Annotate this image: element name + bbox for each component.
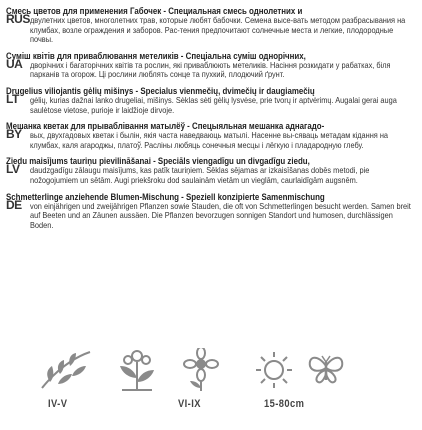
text-block-ua [6,51,414,80]
flower-bloom-icon [176,348,226,392]
block-title: Смесь цветов для применения Габочек - Специальная смесь однолетних и [6,6,303,16]
pictogram-captions [0,398,422,416]
pictogram-row [0,348,422,394]
text-block-lv [6,156,414,185]
text-block-by [6,121,414,150]
plant-height: 15-80cm [264,398,305,410]
text-block-rus [6,6,414,45]
language-code: LT [6,91,19,106]
block-text: вых, двухгадовых кветак і былін, якія часта наведваюць матылі. Насенне вы-сяваць метадам кідання на клумбах, каля агароджы, платоў. Расліны любяць сонечныя месцы і лёгкую і пладародную глебу. [30,130,389,150]
block-text: gėlių, kurias dažnai lanko drugeliai, mišinys. Sėklas sėti gėlių lysvėse, prie tvorų ir aptvėrimų. Augalai gerai auga saulėtose vietose, purioje ir laidžioje dirvoje. [30,94,397,115]
sowing-period: IV-V [48,398,68,410]
block-title: Drugelius viliojantis gėlių mišinys - Specialus vienmečių, dvimečių ir daugiamečių [6,85,315,96]
block-text: von einjährigen und zweijährigen Pflanzen sowie Stauden, die oft von Schmetterlingen besucht werden. Samen breit auf Beeten und an Zäunen aussäen. Die Pflanzen bevorzugen sonnigen Standort und humosen, durchlässigen Boden. [30,200,411,230]
block-title: Schmetterlinge anziehende Blumen-Mischung - Speziell konzipierte Samenmischung [6,191,325,202]
flower-leaves-icon [112,348,162,392]
block-title: Мешанка кветак для прываблівання матылёў - Спецыяльная мешанка аднагадо- [6,121,325,132]
flowering-period: VI-IX [178,398,201,410]
seed-sowing-icon [36,348,94,392]
block-text: дворічних і багаторічних квітів та рослин, які приваблюють метеликів. Насіння розкидати у рабатках, біля парканів та огорож. Ці рослини люблять сонце та пухкий, плодючий ґрунт. [30,59,391,80]
block-title: Ziedu maisījums tauriņu pievilināšanai - Speciāls viengadīgu un divgadīgu ziedu, [6,156,310,167]
block-text: daudzgadīgu zālaugu maisījums, kas patīk tauriņiem. Sēklas sējamas ar izkaisīšanas dobēs metodi, pie nožogojumiem un sētām. Augi priekšroku dod saulainām vietām un vieglām, caurlaidīgām augsnēm. [30,165,370,185]
text-block-lt [6,86,414,115]
language-code: UA [6,56,23,71]
language-code: BY [6,127,22,142]
language-code: RUS [6,12,30,26]
block-text: двулетних цветов, многолетних трав, которые любят бабочки. Семена высе-вать методом разбрасывания на клумбах, возле ограждения и заборов. Рас-тения предпочитают солнечные места и легкие, плодородные почвы. [30,15,406,45]
language-code: LV [6,162,20,177]
sun-icon [254,348,294,392]
text-block-de [6,192,414,231]
butterfly-icon [304,348,348,392]
language-code: DE [6,197,22,212]
block-title: Суміш квітів для приваблювання метеликів - Спеціальна суміш однорічних, [6,50,306,61]
